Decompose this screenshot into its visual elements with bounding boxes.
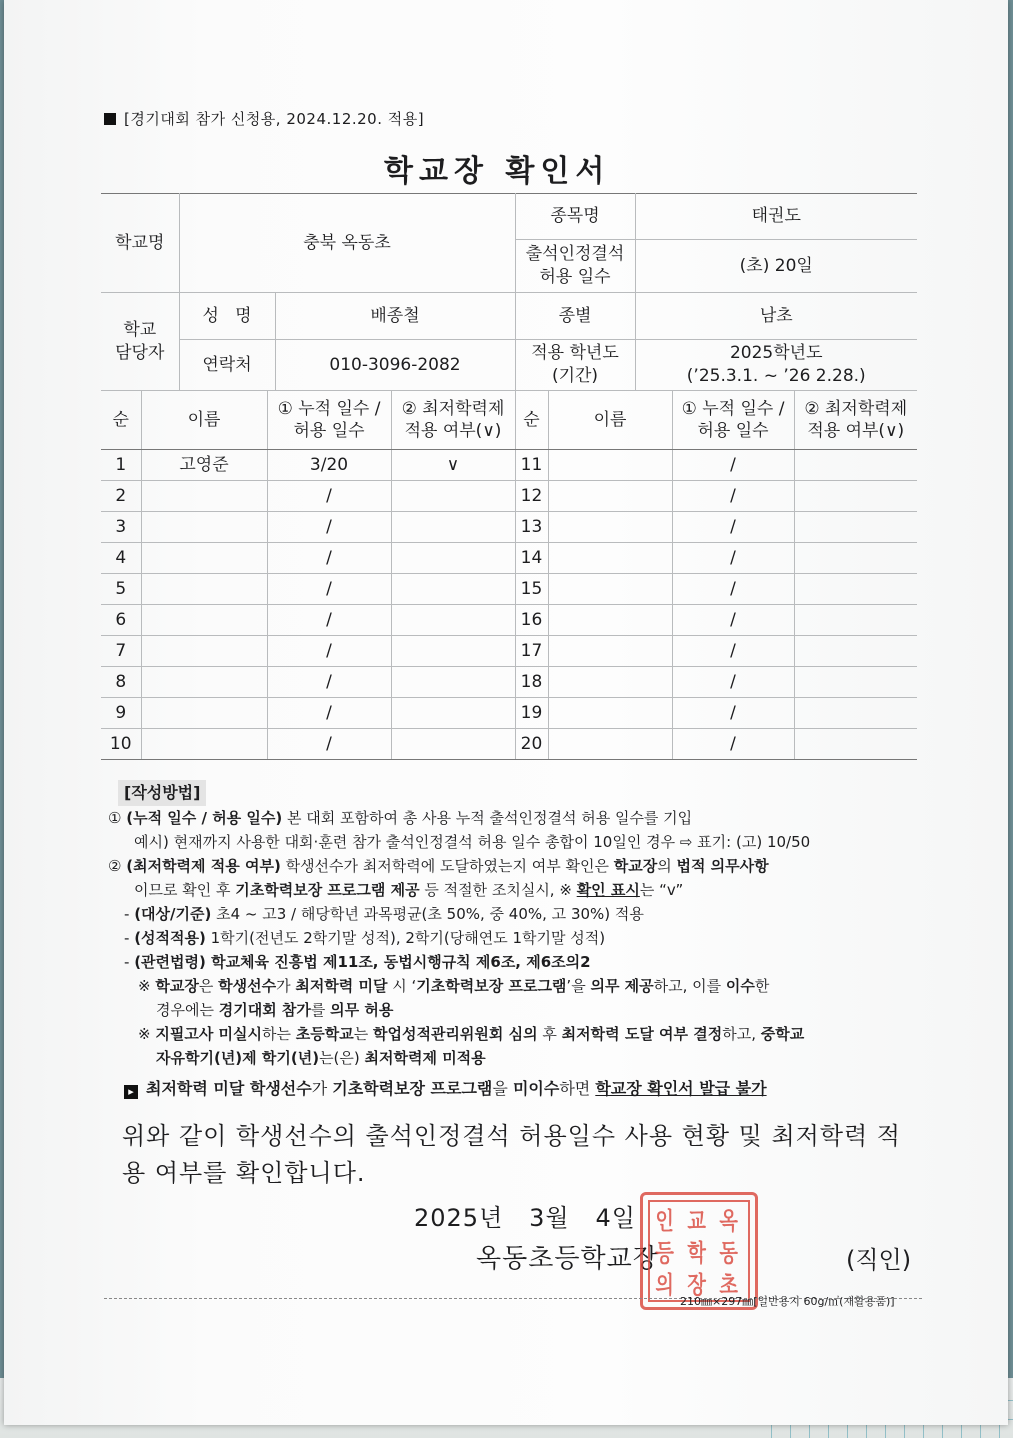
seal-char: 장	[687, 1270, 706, 1299]
event-label: 종목명	[515, 194, 635, 240]
note-2-bold-d: 법적 의무사항	[676, 856, 769, 875]
row-no: 10	[101, 729, 141, 760]
absence-label	[515, 240, 635, 293]
note-1-example: 예시) 현재까지 사용한 대회·훈련 참가 출석인정결석 허용 일수 총합이 10일인 경우 ⇨ 표기: (고) 10/50	[134, 832, 811, 851]
year-label-line2: (기간)	[551, 366, 599, 386]
row-no-right: 19	[515, 698, 548, 729]
roster-row	[101, 605, 917, 636]
row-name	[141, 729, 267, 760]
roster-row	[101, 667, 917, 698]
principal-title: 옥동초등학교장	[476, 1244, 659, 1274]
seal-char: 교	[687, 1206, 706, 1235]
row-days-right: /	[672, 512, 794, 543]
roster-row	[101, 636, 917, 667]
school-label: 학교명	[101, 194, 179, 293]
ref-2-h: 최저학력 도달 여부 결정	[561, 1024, 723, 1043]
row-days-right: /	[672, 729, 794, 760]
contact-value: 010-3096-2082	[275, 340, 515, 391]
absence-label-line1: 출석인정결석	[525, 244, 625, 265]
header-no-right: 순	[515, 391, 548, 450]
square-bullet-icon	[104, 113, 116, 125]
ref-2-line2	[108, 1046, 928, 1070]
year-value	[635, 340, 917, 391]
sub-3-text: 학교체육 진흥법 제11조, 동법시행규칙 제6조, 제6조의2	[205, 952, 591, 971]
row-name	[141, 543, 267, 574]
final-d: 을	[492, 1078, 513, 1098]
row-name	[141, 481, 267, 512]
row-no: 9	[101, 698, 141, 729]
row-no: 7	[101, 636, 141, 667]
row-days: /	[267, 667, 391, 698]
sub-2-text: 1학기(전년도 2학기말 성적), 2학기(당해연도 1학기말 성적)	[205, 928, 606, 947]
note-2-l2-e: 는 “v”	[639, 880, 684, 899]
header-min-line1: ② 최저학력제	[401, 398, 505, 419]
row-name-right	[548, 605, 672, 636]
name-value: 배종철	[275, 293, 515, 340]
row-days: /	[267, 512, 391, 543]
note-2-text-a: 학생선수가 최저학력에 도달하였는지 여부 확인은	[280, 856, 614, 875]
row-days: 3/20	[267, 450, 391, 481]
row-no: 5	[101, 574, 141, 605]
final-g: 학교장 확인서 발급 불가	[595, 1078, 767, 1098]
row-min-right	[794, 605, 917, 636]
form-note-text: [경기대회 참가 신청용, 2024.12.20. 적용]	[124, 110, 425, 128]
header-no: 순	[101, 391, 141, 450]
gender-value: 남초	[635, 293, 917, 340]
seal-label: (직인)	[846, 1246, 912, 1274]
header-min-right-line2: 적용 여부(∨)	[807, 421, 905, 441]
staff-label-line1: 학교	[123, 319, 157, 340]
sub-1	[108, 902, 928, 926]
seal-char: 학	[687, 1238, 706, 1267]
row-days: /	[267, 481, 391, 512]
ref-1-g: 시 ‘	[387, 976, 417, 995]
row-no-right: 14	[515, 543, 548, 574]
row-days: /	[267, 729, 391, 760]
sub-1-dash: -	[124, 904, 135, 923]
note-2-text-c: 의	[657, 856, 677, 875]
seal-char: 인	[655, 1206, 674, 1235]
ref-2-l2-c: 최저학력제 미적용	[364, 1048, 486, 1067]
ref-2-f: 학업성적관리위원회 심의	[372, 1024, 538, 1043]
row-days: /	[267, 636, 391, 667]
roster-row	[101, 450, 917, 481]
row-no-right: 16	[515, 605, 548, 636]
row-min	[391, 574, 515, 605]
roster-row	[101, 481, 917, 512]
row-days-right: /	[672, 636, 794, 667]
roster-row	[101, 574, 917, 605]
row-min-right	[794, 450, 917, 481]
row-name-right	[548, 512, 672, 543]
row-name-right	[548, 667, 672, 698]
row-min	[391, 512, 515, 543]
form-note	[104, 108, 424, 129]
paper-spec: 210㎜×297㎜[일반용지 60g/㎡(재활용품)]	[680, 1295, 895, 1308]
ref-1-k: 하고, 이를	[653, 976, 726, 995]
row-no: 2	[101, 481, 141, 512]
note-1-text: 본 대회 포함하여 총 사용 누적 출석인정결석 허용 일수를 기입	[282, 808, 693, 827]
staff-label	[101, 293, 179, 391]
row-days-right: /	[672, 450, 794, 481]
seal-char: 옥	[719, 1206, 738, 1235]
name-label: 성 명	[179, 293, 275, 340]
row-name	[141, 667, 267, 698]
row-name	[141, 636, 267, 667]
header-min	[391, 391, 515, 450]
header-name: 이름	[141, 391, 267, 450]
ref-1-c: 은	[198, 976, 219, 995]
row-no-right: 17	[515, 636, 548, 667]
row-name-right	[548, 729, 672, 760]
confirmation-statement: 위와 같이 학생선수의 출석인정결석 허용일수 사용 현황 및 최저학력 적용 여부를 확인합니다.	[122, 1122, 901, 1188]
info-table	[101, 193, 917, 391]
seal-char: 의	[655, 1270, 674, 1299]
note-2-heading: (최저학력제 적용 여부)	[126, 856, 281, 875]
absence-label-line2: 허용 일수	[539, 267, 611, 287]
row-no: 1	[101, 450, 141, 481]
row-days-right: /	[672, 605, 794, 636]
row-no-right: 15	[515, 574, 548, 605]
note-2-l2-a: 이므로 확인 후	[134, 880, 236, 899]
sub-2-heading: (성적적용)	[134, 928, 206, 947]
note-2-mark: ②	[108, 856, 122, 875]
row-days-right: /	[672, 543, 794, 574]
school-value: 충북 옥동초	[179, 194, 515, 293]
row-min	[391, 698, 515, 729]
final-b: 가	[311, 1078, 333, 1098]
header-name-right: 이름	[548, 391, 672, 450]
row-days: /	[267, 574, 391, 605]
row-name	[141, 574, 267, 605]
sub-3-heading: (관련법령)	[134, 952, 206, 971]
row-min	[391, 481, 515, 512]
row-name	[141, 605, 267, 636]
row-name	[141, 698, 267, 729]
header-days-right-line1: ① 누적 일수 /	[681, 398, 785, 419]
row-name-right	[548, 481, 672, 512]
row-name-right	[548, 636, 672, 667]
row-no-right: 12	[515, 481, 548, 512]
row-days-right: /	[672, 698, 794, 729]
row-name-right	[548, 450, 672, 481]
note-1-mark: ①	[108, 808, 122, 827]
ref-2-e: 는	[353, 1024, 373, 1043]
event-value: 태권도	[635, 194, 917, 240]
ref-1-l2-b: 경기대회 참가	[218, 1000, 311, 1019]
header-days-right-line2: 허용 일수	[697, 421, 769, 441]
ref-1-l: 이수	[725, 976, 755, 995]
row-min	[391, 667, 515, 698]
row-name-right	[548, 698, 672, 729]
row-min	[391, 729, 515, 760]
ref-1-m: 한	[754, 976, 770, 995]
row-name	[141, 512, 267, 543]
sub-1-text: 초4 ~ 고3 / 해당학년 과목평균(초 50%, 중 40%, 고 30%) 적용	[211, 904, 644, 923]
header-days-line1: ① 누적 일수 /	[277, 398, 381, 419]
roster-row	[101, 729, 917, 760]
row-no-right: 18	[515, 667, 548, 698]
row-min	[391, 543, 515, 574]
roster-header-row	[101, 391, 917, 450]
ref-1-l2-a: 경우에는	[156, 1000, 219, 1019]
ref-1-e: 가	[276, 976, 296, 995]
note-2-l2-c: 등 적절한 조치실시, ※	[419, 880, 577, 899]
contact-label: 연락처	[179, 340, 275, 391]
row-min	[391, 605, 515, 636]
header-min-right-line1: ② 최저학력제	[804, 398, 908, 419]
row-name-right	[548, 574, 672, 605]
ref-1-b: 학교장	[155, 976, 199, 995]
row-min-right	[794, 729, 917, 760]
ref-1-l2-c: 를	[310, 1000, 331, 1019]
sub-3-dash: -	[124, 952, 135, 971]
ref-2-c: 하는	[262, 1024, 296, 1043]
ref-2-l2-b: 는(은)	[319, 1048, 365, 1067]
row-days-right: /	[672, 481, 794, 512]
row-no: 8	[101, 667, 141, 698]
header-days-right	[672, 391, 794, 450]
row-days: /	[267, 698, 391, 729]
note-2-l2-b: 기초학력보장 프로그램 제공	[235, 880, 420, 899]
final-e: 미이수	[512, 1078, 560, 1098]
staff-label-line2: 담당자	[115, 342, 165, 363]
row-name-right	[548, 543, 672, 574]
roster-row	[101, 543, 917, 574]
ref-1-mark: ※	[138, 976, 156, 995]
ref-1-d: 학생선수	[218, 976, 277, 995]
final-c: 기초학력보장 프로그램	[332, 1078, 493, 1098]
seal-char: 등	[655, 1238, 674, 1267]
roster-table	[101, 390, 917, 760]
ref-2-j: 중학교	[760, 1024, 805, 1043]
row-no: 6	[101, 605, 141, 636]
row-days-right: /	[672, 667, 794, 698]
document-page	[4, 0, 1008, 1425]
row-min-right	[794, 636, 917, 667]
row-min: ∨	[391, 450, 515, 481]
absence-value: (초) 20일	[635, 240, 917, 293]
sub-1-heading: (대상/기준)	[134, 904, 212, 923]
instructions	[108, 780, 928, 1101]
note-2-l2-d: 확인 표시	[576, 880, 640, 899]
row-no-right: 11	[515, 450, 548, 481]
header-min-line2: 적용 여부(∨)	[404, 421, 502, 441]
document-title: 학교장 확인서	[384, 154, 611, 189]
row-days: /	[267, 605, 391, 636]
row-no: 4	[101, 543, 141, 574]
note-2-line2	[108, 878, 928, 902]
year-label-line1: 적용 학년도	[531, 343, 619, 364]
ref-2-mark: ※	[138, 1024, 156, 1043]
note-1-heading: (누적 일수 / 허용 일수)	[126, 808, 283, 827]
row-days: /	[267, 543, 391, 574]
row-days-right: /	[672, 574, 794, 605]
final-note	[108, 1076, 928, 1102]
final-f: 하면	[559, 1078, 596, 1098]
sub-2-dash: -	[124, 928, 135, 947]
sub-2	[108, 926, 928, 950]
ref-1-h: 기초학력보장 프로그램	[416, 976, 567, 995]
ref-2-l2-a: 자유학기(년)제 학기(년)	[156, 1048, 320, 1067]
header-min-right	[794, 391, 917, 450]
instructions-title: [작성방법]	[118, 780, 206, 806]
issue-date: 2025년 3월 4일	[414, 1204, 636, 1232]
note-2-bold-b: 학교장	[613, 856, 658, 875]
year-value-line1: 2025학년도	[729, 343, 823, 364]
ref-2-i: 하고,	[722, 1024, 761, 1043]
ref-1-l2-d: 의무 허용	[330, 1000, 394, 1019]
row-min-right	[794, 574, 917, 605]
row-min	[391, 636, 515, 667]
note-1	[108, 806, 928, 830]
ref-1-i: ’을	[566, 976, 591, 995]
header-days-line2: 허용 일수	[293, 421, 365, 441]
row-name: 고영준	[141, 450, 267, 481]
ref-1-line2	[108, 998, 928, 1022]
ref-2	[108, 1022, 928, 1046]
gender-label: 종별	[515, 293, 635, 340]
arrow-box-icon: ▸	[124, 1085, 138, 1099]
row-no-right: 20	[515, 729, 548, 760]
row-min-right	[794, 698, 917, 729]
row-min-right	[794, 543, 917, 574]
roster-row	[101, 698, 917, 729]
row-min-right	[794, 667, 917, 698]
row-min-right	[794, 512, 917, 543]
ref-2-b: 지필고사 미실시	[155, 1024, 262, 1043]
row-no: 3	[101, 512, 141, 543]
note-2	[108, 854, 928, 878]
row-min-right	[794, 481, 917, 512]
row-no-right: 13	[515, 512, 548, 543]
header-days	[267, 391, 391, 450]
ref-1-f: 최저학력 미달	[295, 976, 388, 995]
ref-1-j: 의무 제공	[590, 976, 654, 995]
year-value-line2: (’25.3.1. ~ ’26 2.28.)	[686, 366, 866, 386]
final-a: 최저학력 미달 학생선수	[146, 1078, 312, 1098]
year-label	[515, 340, 635, 391]
sub-3	[108, 950, 928, 974]
ref-2-g: 후	[537, 1024, 562, 1043]
roster-row	[101, 512, 917, 543]
ref-2-d: 초등학교	[295, 1024, 354, 1043]
ref-1	[108, 974, 928, 998]
seal-char: 동	[719, 1238, 738, 1267]
seal-char: 초	[719, 1270, 738, 1299]
